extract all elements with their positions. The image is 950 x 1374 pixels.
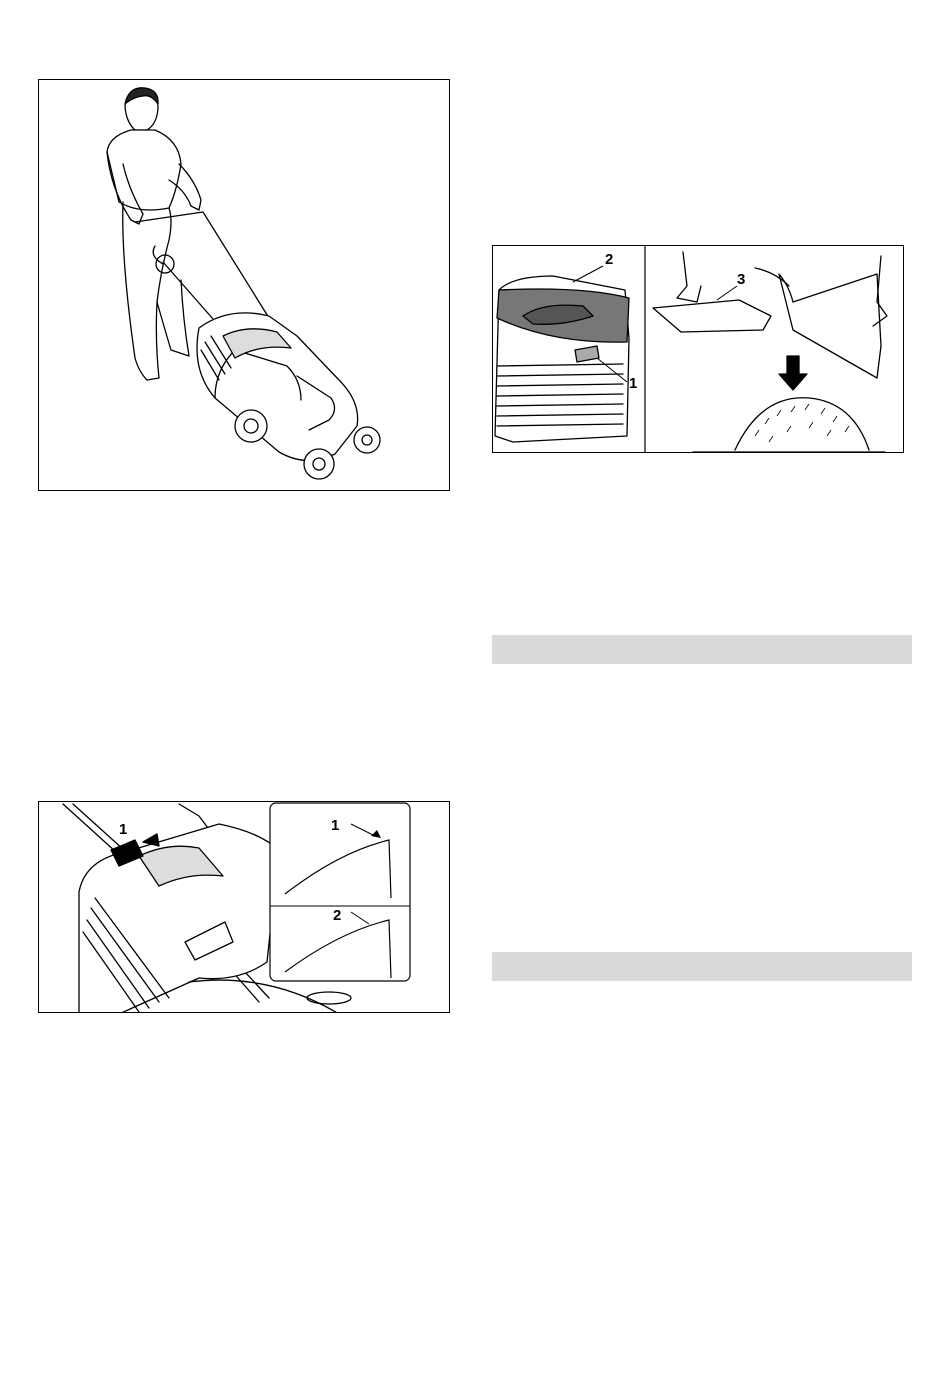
callout-2: 2 xyxy=(605,251,614,268)
callout-1: 1 xyxy=(119,821,128,838)
mower-operation-illustration xyxy=(39,80,450,491)
grass-box-indicator-illustration xyxy=(39,802,450,1013)
callout-3: 3 xyxy=(737,271,746,288)
section-header-bar xyxy=(492,952,912,981)
figure-grass-box-indicator xyxy=(38,801,450,1013)
grass-box-emptying-illustration xyxy=(493,246,904,453)
inset-callout-2: 2 xyxy=(333,907,342,924)
figure-mower-operation xyxy=(38,79,450,491)
figure-grass-box-emptying xyxy=(492,245,904,453)
section-header-bar xyxy=(492,635,912,664)
inset-callout-1: 1 xyxy=(331,817,340,834)
callout-1: 1 xyxy=(629,375,638,392)
